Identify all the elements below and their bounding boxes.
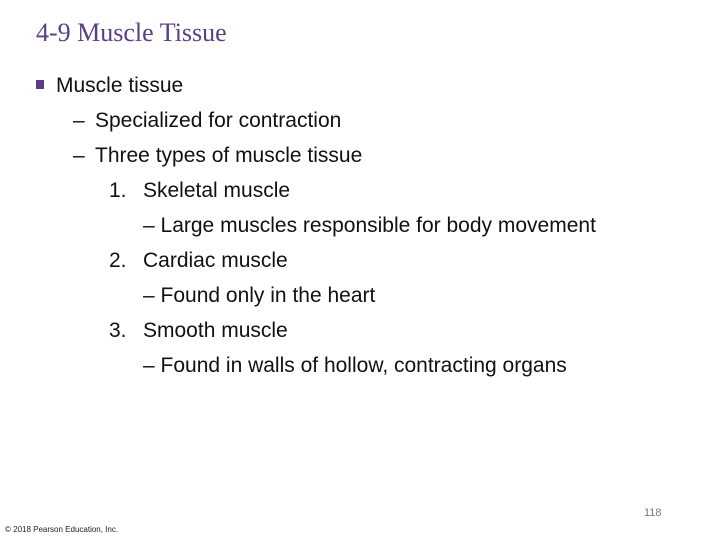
page-number: 118: [644, 507, 662, 519]
slide-title: 4-9 Muscle Tissue: [36, 18, 227, 47]
copyright-notice: © 2018 Pearson Education, Inc.: [5, 525, 119, 534]
sub-bullet-specialized: [73, 108, 341, 134]
dash-marker: –: [143, 214, 155, 237]
sub-bullet-text: Specialized for contraction: [95, 109, 342, 132]
type-detail-skeletal: [143, 213, 596, 239]
dash-marker: –: [143, 284, 155, 307]
type-item-smooth: [109, 318, 288, 344]
type-item-cardiac: [109, 248, 288, 274]
type-item-skeletal: [109, 178, 290, 204]
type-detail-text: Large muscles responsible for body movement: [160, 214, 596, 237]
square-bullet-icon: [36, 80, 44, 89]
type-number: 1.: [109, 179, 127, 202]
type-detail-smooth: [143, 353, 567, 379]
dash-marker: –: [73, 144, 85, 167]
type-name: Skeletal muscle: [143, 179, 291, 202]
type-detail-text: Found only in the heart: [160, 284, 376, 307]
type-name: Cardiac muscle: [143, 249, 288, 272]
dash-marker: –: [143, 354, 155, 377]
bullet-text: Muscle tissue: [56, 74, 184, 97]
sub-bullet-text: Three types of muscle tissue: [95, 144, 363, 167]
type-name: Smooth muscle: [143, 319, 288, 342]
type-detail-text: Found in walls of hollow, contracting organs: [160, 354, 567, 377]
sub-bullet-three-types: [73, 143, 362, 169]
type-number: 2.: [109, 249, 127, 272]
type-number: 3.: [109, 319, 127, 342]
type-detail-cardiac: [143, 283, 375, 309]
bullet-muscle-tissue: [36, 73, 183, 99]
dash-marker: –: [73, 109, 85, 132]
